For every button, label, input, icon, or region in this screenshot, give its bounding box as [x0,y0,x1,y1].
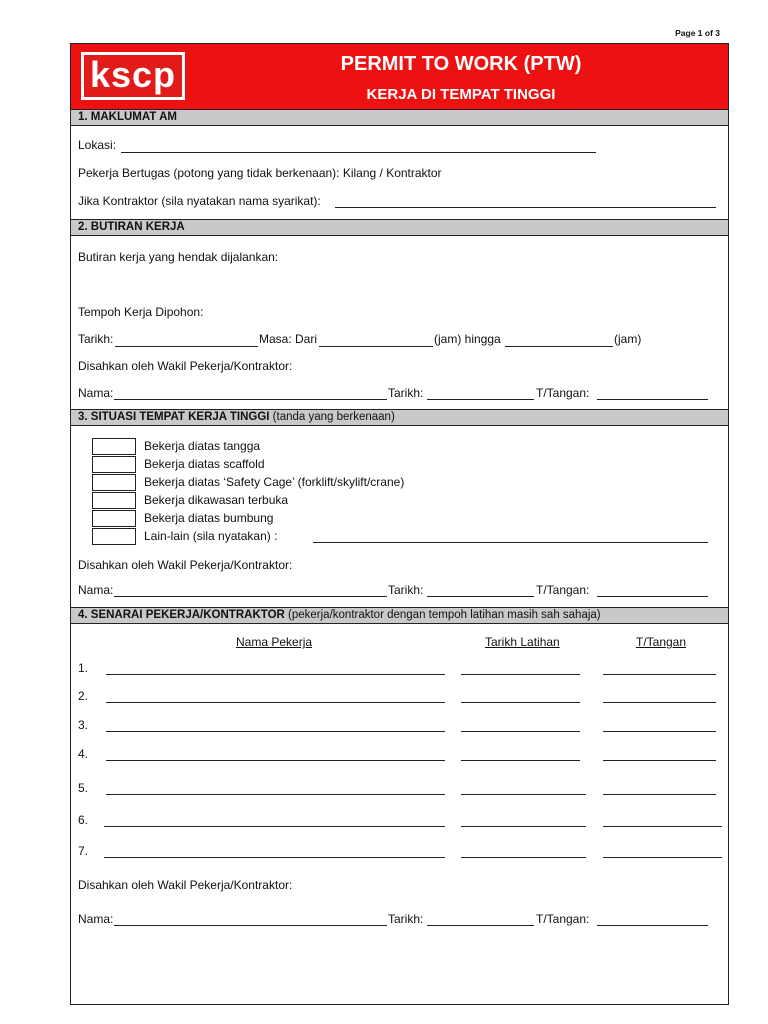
tarikh-field-4[interactable] [427,925,534,926]
row-number-5: 5. [78,781,89,795]
row-4-tangan-field[interactable] [603,760,716,761]
tangan-label-2: T/Tangan: [536,386,590,400]
tangan-label-3: T/Tangan: [536,583,590,597]
disahkan-label-4: Disahkan oleh Wakil Pekerja/Kontraktor: [78,878,293,892]
nama-label-3: Nama: [78,583,114,597]
tangan-field-2[interactable] [597,399,708,400]
lokasi-field[interactable] [121,152,596,153]
row-2-tangan-field[interactable] [603,702,716,703]
tangan-label-4: T/Tangan: [536,912,590,926]
masa-dari-label: Masa: Dari [259,332,318,346]
butiran-label: Butiran kerja yang hendak dijalankan: [78,250,279,264]
logo-text: kscp [84,55,182,97]
row-7-nama-field[interactable] [104,857,445,858]
option-lain-lain: Lain-lain (sila nyatakan) : [144,529,278,543]
row-6-tarikh-field[interactable] [461,826,586,827]
jam-label: (jam) [614,332,642,346]
checkbox-kawasan-terbuka[interactable] [92,492,136,509]
tarikh-field-3[interactable] [427,596,534,597]
row-2-tarikh-field[interactable] [461,702,580,703]
row-number-3: 3. [78,718,89,732]
form-title: PERMIT TO WORK (PTW) [340,53,582,75]
page-number: Page 1 of 3 [675,28,720,38]
tangan-field-3[interactable] [597,596,708,597]
row-number-6: 6. [78,813,89,827]
disahkan-label-3: Disahkan oleh Wakil Pekerja/Kontraktor: [78,558,293,572]
section-1-heading: 1. MAKLUMAT AM [71,109,728,126]
row-1-tangan-field[interactable] [603,674,716,675]
row-7-tarikh-field[interactable] [461,857,586,858]
nama-label-4: Nama: [78,912,114,926]
option-safety-cage: Bekerja diatas ‘Safety Cage’ (forklift/skylift/crane) [144,475,405,489]
row-4-tarikh-field[interactable] [461,760,580,761]
row-3-nama-field[interactable] [106,731,445,732]
lokasi-label: Lokasi: [78,138,117,152]
row-number-2: 2. [78,689,89,703]
row-number-7: 7. [78,844,89,858]
row-5-nama-field[interactable] [106,794,445,795]
checkbox-lain-lain[interactable] [92,528,136,545]
section-3-heading: 3. SITUASI TEMPAT KERJA TINGGI (tanda yang berkenaan) [71,409,728,426]
tangan-field-4[interactable] [597,925,708,926]
tempoh-label: Tempoh Kerja Dipohon: [78,305,204,319]
lain-lain-field[interactable] [313,542,708,543]
row-2-nama-field[interactable] [106,702,445,703]
row-6-nama-field[interactable] [104,826,445,827]
column-tarikh-latihan: Tarikh Latihan [485,635,560,649]
masa-dari-field[interactable] [319,346,433,347]
nama-field-3[interactable] [114,596,387,597]
column-nama-pekerja: Nama Pekerja [236,635,313,649]
tarikh-label-4: Tarikh: [388,912,424,926]
row-5-tangan-field[interactable] [603,794,716,795]
checkbox-safety-cage[interactable] [92,474,136,491]
nama-label-2: Nama: [78,386,114,400]
section-2-heading: 2. BUTIRAN KERJA [71,219,728,236]
form-subtitle: KERJA DI TEMPAT TINGGI [366,86,556,103]
row-5-tarikh-field[interactable] [461,794,586,795]
masa-hingga-field[interactable] [505,346,613,347]
row-1-tarikh-field[interactable] [461,674,580,675]
row-3-tangan-field[interactable] [603,731,716,732]
column-tangan: T/Tangan [636,635,687,649]
nama-field-2[interactable] [114,399,387,400]
form-header [71,44,728,109]
pekerja-bertugas-label: Pekerja Bertugas (potong yang tidak berkenaan): Kilang / Kontraktor [78,166,442,180]
option-tangga: Bekerja diatas tangga [144,439,261,453]
tarikh-label-3: Tarikh: [388,583,424,597]
tarikh-field[interactable] [115,346,258,347]
tarikh-label-2: Tarikh: [388,386,424,400]
checkbox-scaffold[interactable] [92,456,136,473]
checkbox-tangga[interactable] [92,438,136,455]
row-4-nama-field[interactable] [106,760,445,761]
row-number-1: 1. [78,661,89,675]
row-number-4: 4. [78,747,89,761]
option-scaffold: Bekerja diatas scaffold [144,457,265,471]
checkbox-bumbung[interactable] [92,510,136,527]
row-7-tangan-field[interactable] [603,857,722,858]
nama-field-4[interactable] [114,925,387,926]
section-4-heading: 4. SENARAI PEKERJA/KONTRAKTOR (pekerja/kontraktor dengan tempoh latihan masih sah sahaja) [71,607,728,624]
kontraktor-label: Jika Kontraktor (sila nyatakan nama syarikat): [78,194,321,208]
option-bumbung: Bekerja diatas bumbung [144,511,274,525]
kscp-logo [81,52,185,100]
tarikh-label: Tarikh: [78,332,114,346]
row-3-tarikh-field[interactable] [461,731,580,732]
disahkan-label-2: Disahkan oleh Wakil Pekerja/Kontraktor: [78,359,293,373]
jam-hingga-label: (jam) hingga [434,332,501,346]
tarikh-field-2[interactable] [427,399,534,400]
row-6-tangan-field[interactable] [603,826,722,827]
option-kawasan-terbuka: Bekerja dikawasan terbuka [144,493,289,507]
row-1-nama-field[interactable] [106,674,445,675]
kontraktor-field[interactable] [335,207,716,208]
